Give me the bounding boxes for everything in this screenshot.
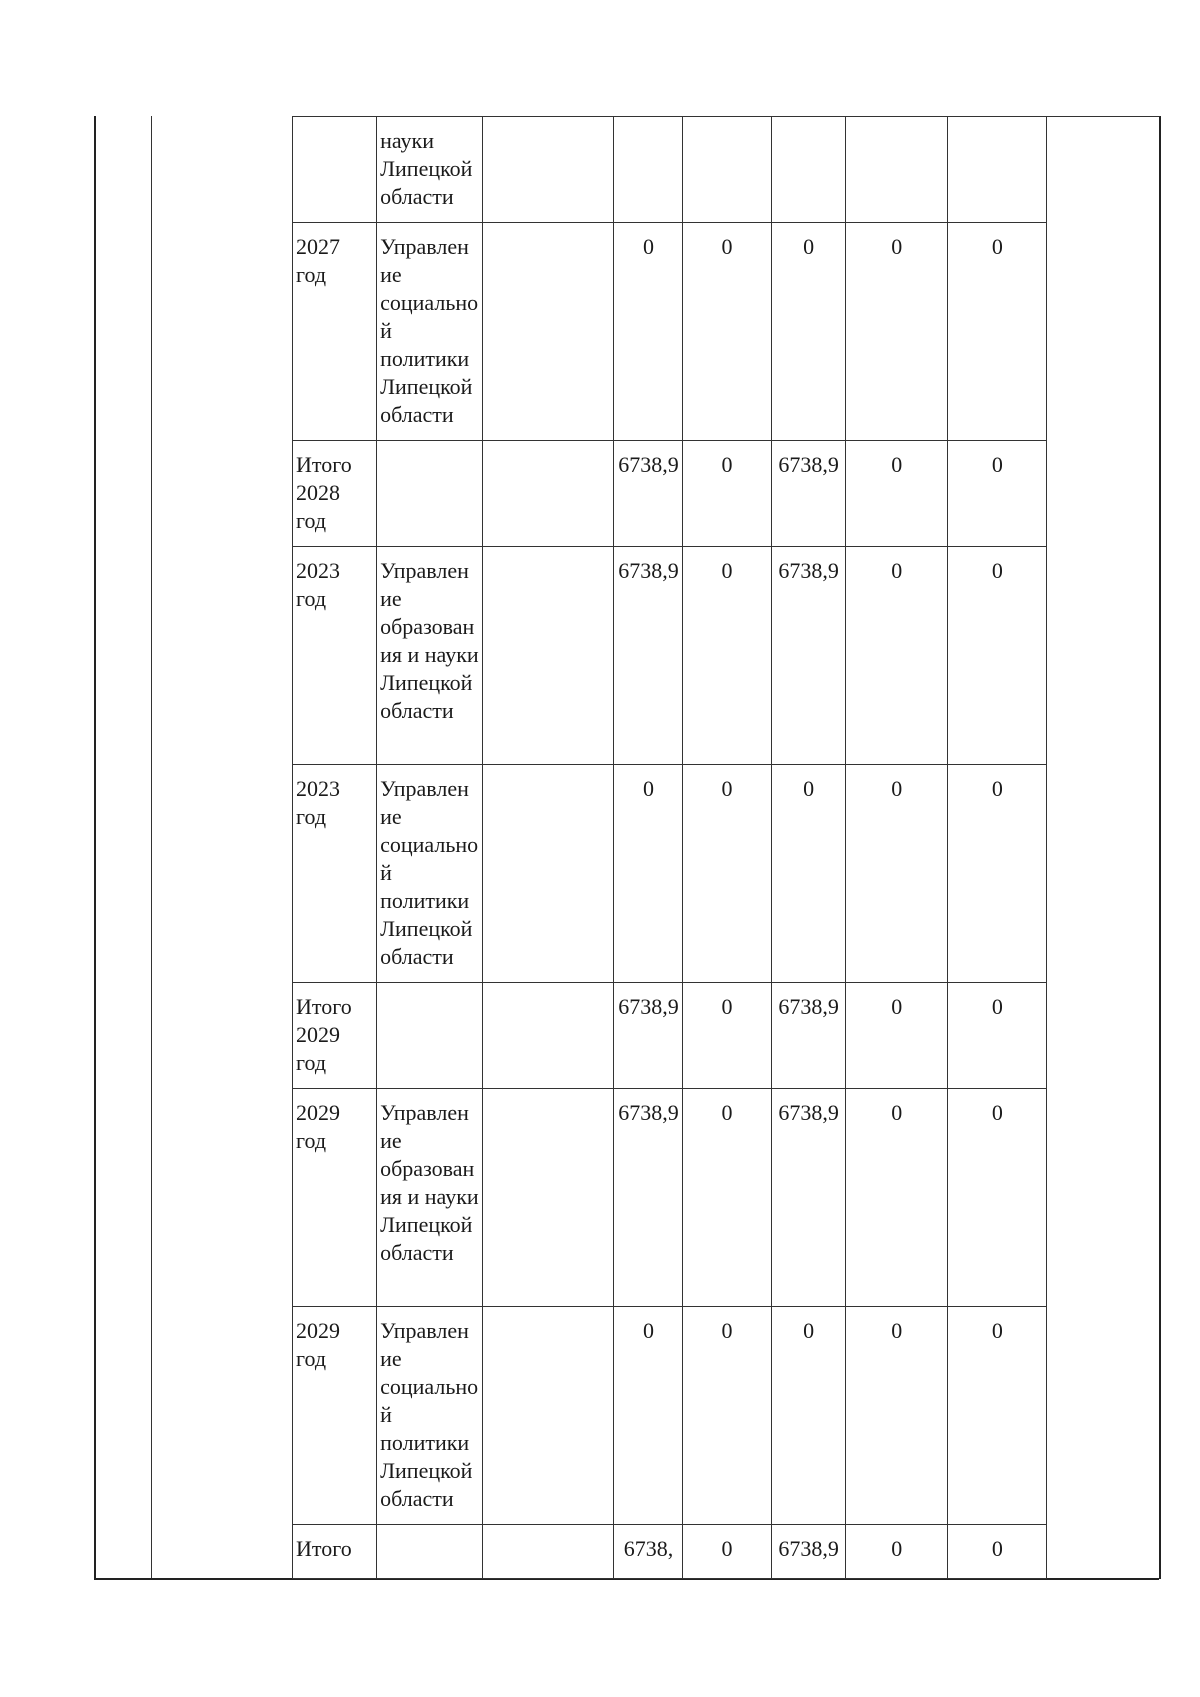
year-cell [293, 117, 377, 223]
year-cell: 2029 год [293, 1089, 377, 1307]
year-cell: Итого [293, 1525, 377, 1579]
year-cell: Итого 2028 год [293, 441, 377, 547]
federal-cell: 0 [682, 223, 771, 441]
regional-cell [771, 117, 845, 223]
blank-cell [483, 1525, 614, 1579]
blank-cell [483, 117, 614, 223]
total-cell: 6738, [614, 1525, 682, 1579]
table-row [293, 223, 1047, 441]
other-cell: 0 [947, 983, 1046, 1089]
local-cell: 0 [845, 765, 947, 983]
local-cell [845, 117, 947, 223]
regional-cell: 6738,9 [771, 441, 845, 547]
year-cell: 2023 год [293, 765, 377, 983]
other-cell: 0 [947, 1089, 1046, 1307]
local-cell: 0 [845, 547, 947, 765]
regional-cell: 6738,9 [771, 983, 845, 1089]
total-cell: 6738,9 [614, 441, 682, 547]
organization-cell [377, 1525, 483, 1579]
regional-cell: 0 [771, 1307, 845, 1525]
other-cell [947, 117, 1046, 223]
blank-cell [483, 547, 614, 765]
regional-cell: 6738,9 [771, 1089, 845, 1307]
regional-cell: 0 [771, 765, 845, 983]
table-row [293, 1525, 1047, 1579]
table-row [293, 441, 1047, 547]
federal-cell: 0 [682, 983, 771, 1089]
regional-cell: 6738,9 [771, 1525, 845, 1579]
total-cell [614, 117, 682, 223]
federal-cell: 0 [682, 765, 771, 983]
table-row [293, 765, 1047, 983]
federal-cell: 0 [682, 1307, 771, 1525]
organization-cell: Управление социальной политики Липецкой области [377, 223, 483, 441]
blank-cell [483, 441, 614, 547]
blank-cell [483, 223, 614, 441]
column-divider-1 [151, 116, 152, 1579]
federal-cell [682, 117, 771, 223]
regional-cell: 6738,9 [771, 547, 845, 765]
funding-table [292, 116, 1047, 1579]
year-cell: Итого 2029 год [293, 983, 377, 1089]
other-cell: 0 [947, 1525, 1046, 1579]
organization-cell [377, 983, 483, 1089]
organization-cell: Управление образования и науки Липецкой области [377, 547, 483, 765]
local-cell: 0 [845, 983, 947, 1089]
organization-cell [377, 441, 483, 547]
blank-cell [483, 1307, 614, 1525]
total-cell: 6738,9 [614, 1089, 682, 1307]
organization-cell: Управление социальной политики Липецкой области [377, 1307, 483, 1525]
outer-left-border [94, 116, 296, 1579]
table-row [293, 983, 1047, 1089]
other-cell: 0 [947, 1307, 1046, 1525]
federal-cell: 0 [682, 1525, 771, 1579]
organization-cell: Управление образования и науки Липецкой области [377, 1089, 483, 1307]
organization-cell: Управление социальной политики Липецкой области [377, 765, 483, 983]
table-row [293, 117, 1047, 223]
total-cell: 6738,9 [614, 547, 682, 765]
federal-cell: 0 [682, 547, 771, 765]
table-row [293, 1089, 1047, 1307]
other-cell: 0 [947, 441, 1046, 547]
total-cell: 0 [614, 1307, 682, 1525]
local-cell: 0 [845, 1089, 947, 1307]
blank-cell [483, 983, 614, 1089]
total-cell: 0 [614, 223, 682, 441]
total-cell: 6738,9 [614, 983, 682, 1089]
local-cell: 0 [845, 1307, 947, 1525]
local-cell: 0 [845, 1525, 947, 1579]
year-cell: 2023 год [293, 547, 377, 765]
organization-cell: науки Липецкой области [377, 117, 483, 223]
total-cell: 0 [614, 765, 682, 983]
other-cell: 0 [947, 223, 1046, 441]
table-row [293, 547, 1047, 765]
year-cell: 2027 год [293, 223, 377, 441]
other-cell: 0 [947, 765, 1046, 983]
year-cell: 2029 год [293, 1307, 377, 1525]
table-body [293, 117, 1047, 1579]
regional-cell: 0 [771, 223, 845, 441]
federal-cell: 0 [682, 1089, 771, 1307]
table-row [293, 1307, 1047, 1525]
blank-cell [483, 765, 614, 983]
blank-cell [483, 1089, 614, 1307]
other-cell: 0 [947, 547, 1046, 765]
local-cell: 0 [845, 223, 947, 441]
local-cell: 0 [845, 441, 947, 547]
outer-right-column [1047, 116, 1161, 1579]
federal-cell: 0 [682, 441, 771, 547]
